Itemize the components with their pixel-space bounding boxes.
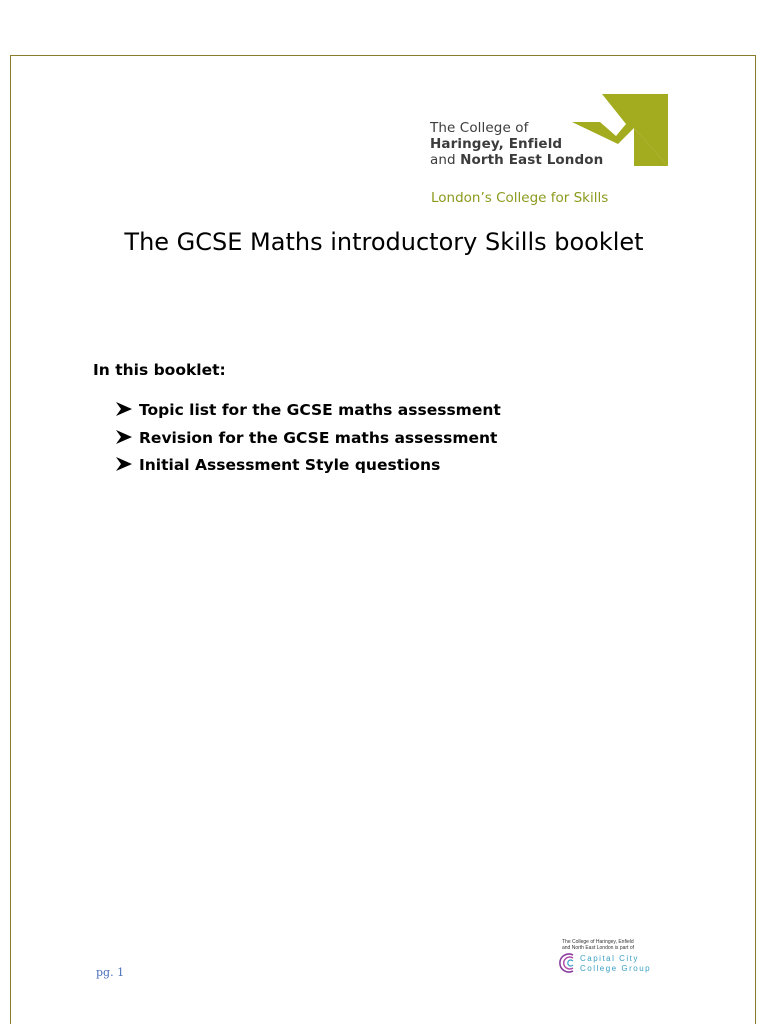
arrow-bullet-icon [116, 457, 132, 471]
arrow-bullet-icon [116, 402, 132, 416]
group-logo [558, 938, 668, 978]
college-name-line-1: The College of [430, 120, 529, 136]
list-item-text: Topic list for the GCSE maths assessment [139, 401, 501, 419]
list-item [116, 454, 501, 482]
list-item-text: Initial Assessment Style questions [139, 456, 441, 474]
booklet-contents-heading: In this booklet: [93, 361, 226, 379]
college-tagline: London’s College for Skills [431, 190, 609, 206]
group-membership-note: The College of Haringey, Enfield and North East London is part of [562, 939, 634, 951]
arrow-bullet-icon [116, 430, 132, 444]
document-title: The GCSE Maths introductory Skills booklet [124, 228, 644, 256]
page-number: pg. 1 [96, 966, 125, 979]
booklet-contents-list [116, 399, 501, 482]
list-item [116, 399, 501, 427]
college-logo [424, 88, 674, 213]
college-name-line-3: and North East London [430, 152, 604, 168]
list-item [116, 427, 501, 455]
college-arrow-icon [572, 94, 668, 166]
group-name: Capital City College Group [580, 954, 652, 973]
college-name-line-2: Haringey, Enfield [430, 136, 563, 152]
group-c-icon [558, 952, 578, 974]
list-item-text: Revision for the GCSE maths assessment [139, 428, 498, 447]
